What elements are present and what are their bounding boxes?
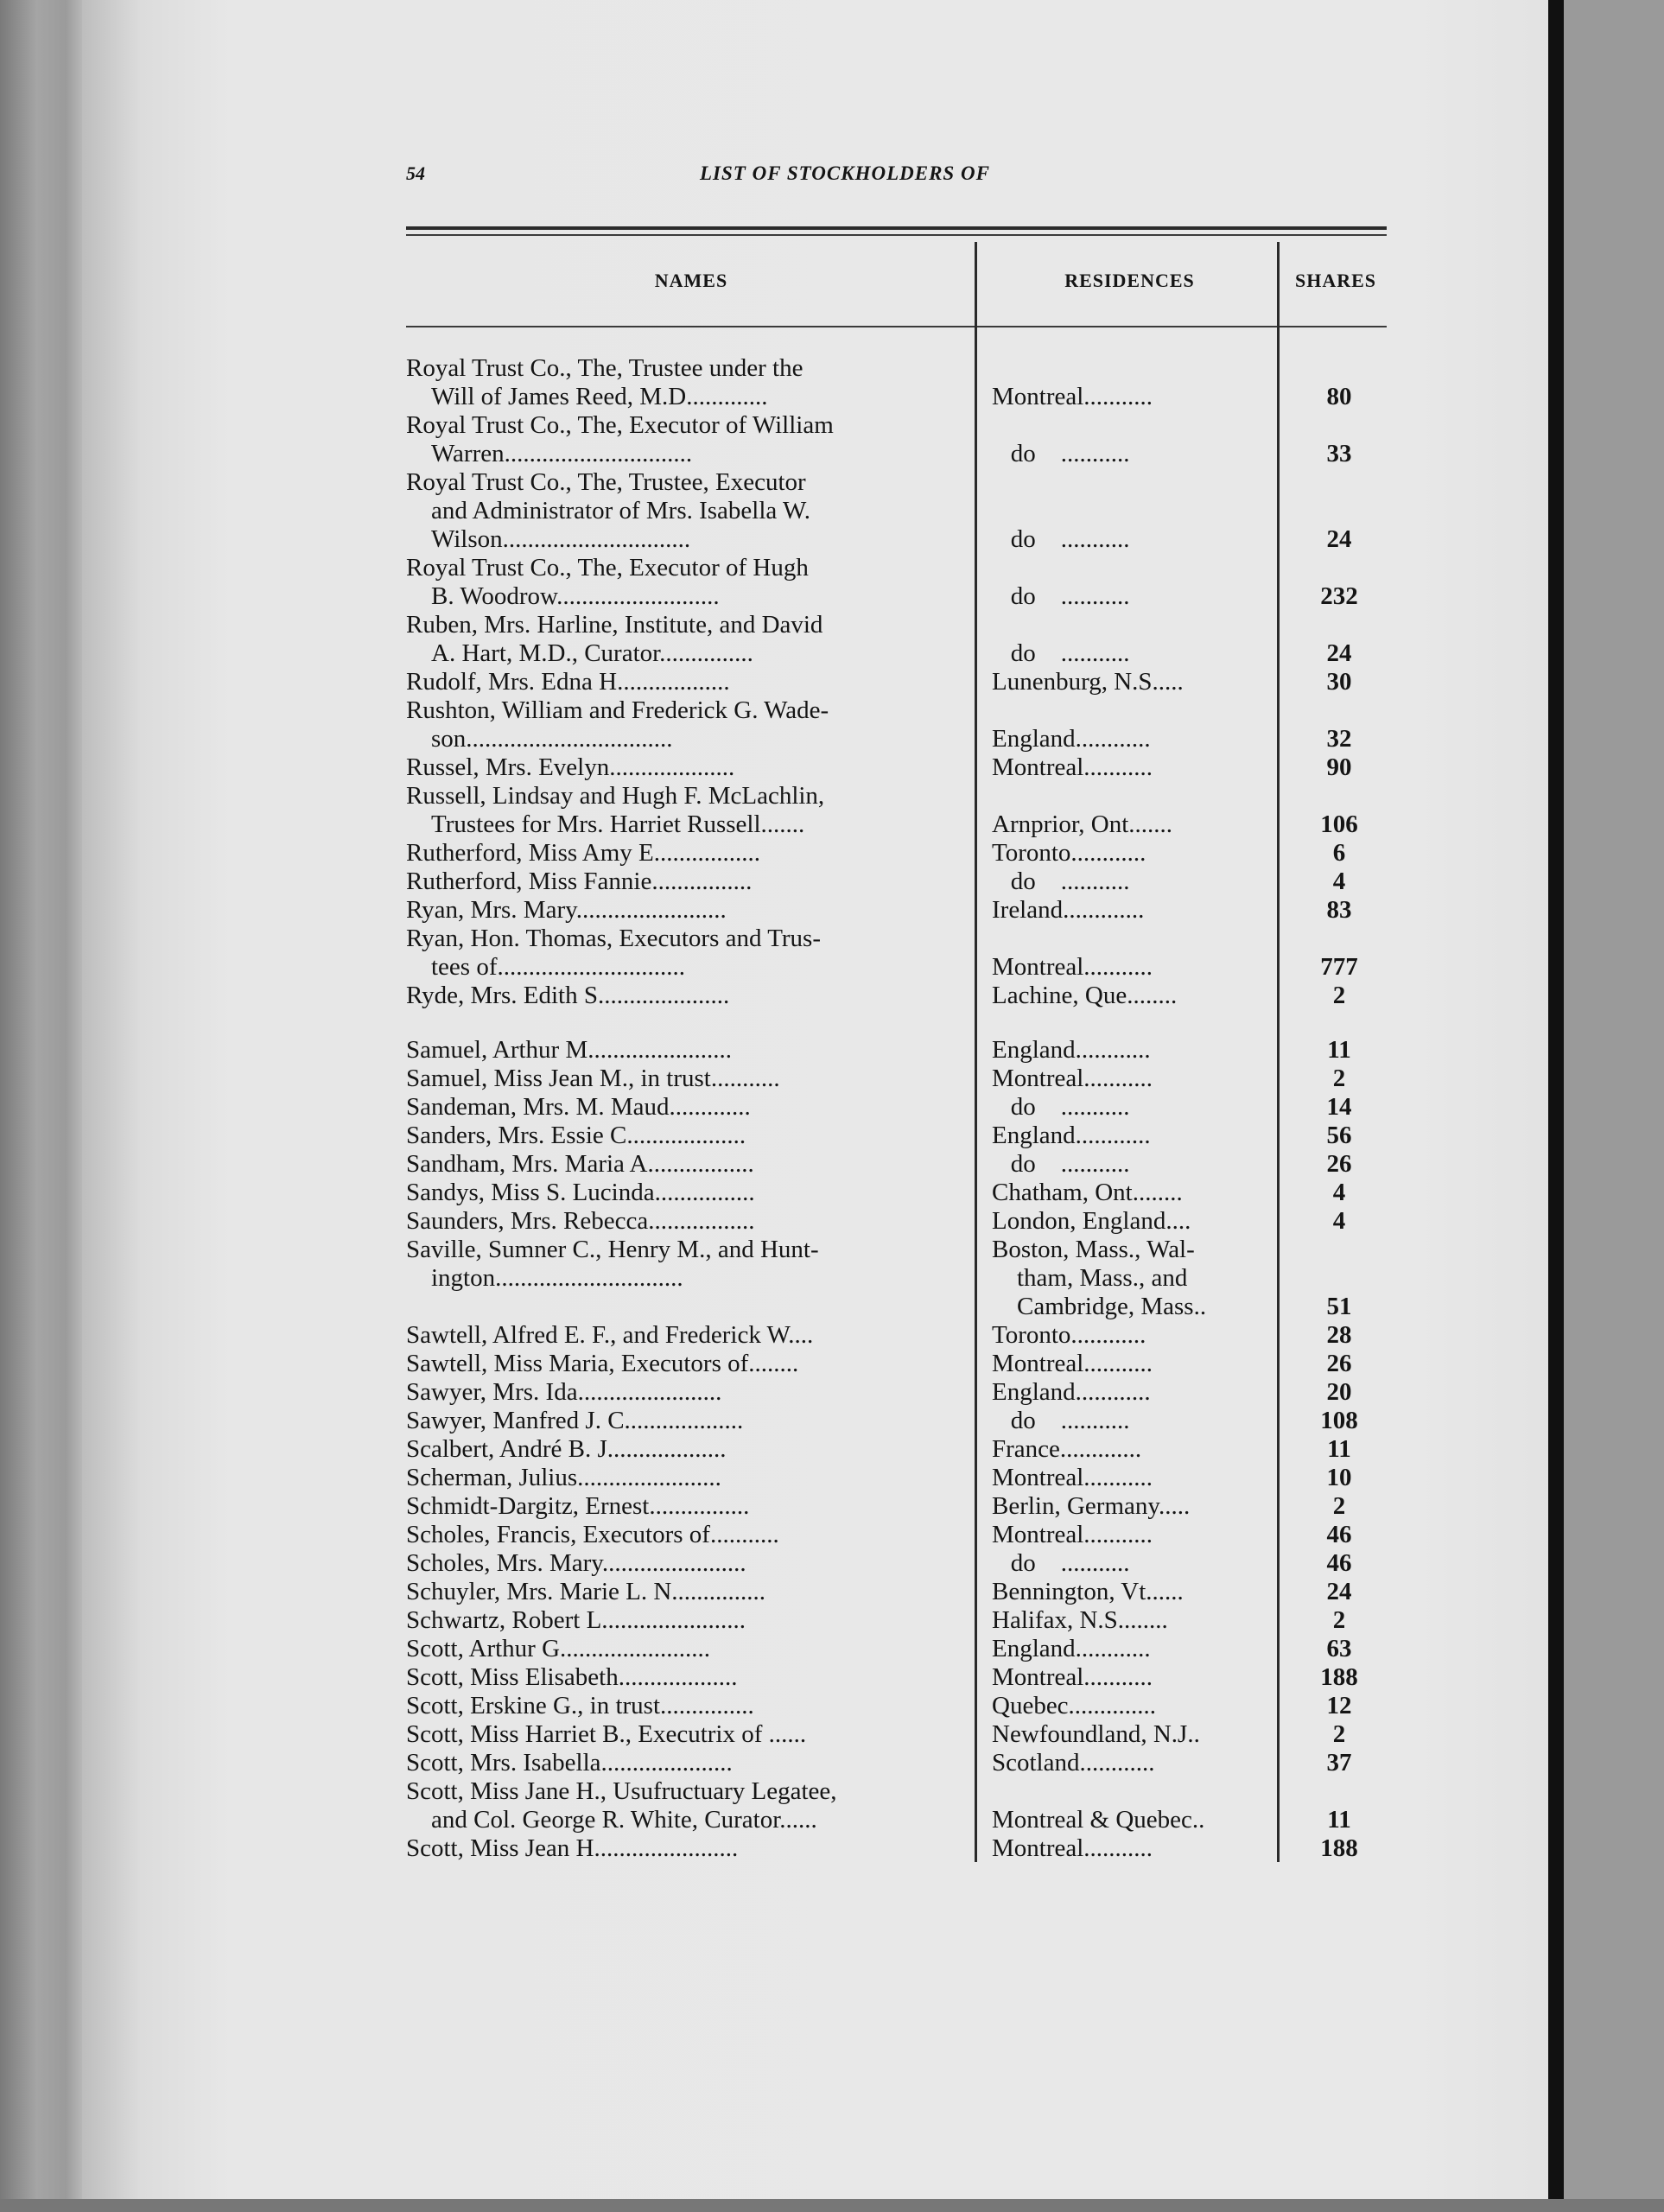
stockholder-residence: Halifax, N.S........ xyxy=(992,1606,1168,1634)
stockholder-residence: Berlin, Germany..... xyxy=(992,1492,1191,1520)
stockholder-residence: England............ xyxy=(992,1378,1151,1406)
stockholder-residence: England............ xyxy=(992,1036,1151,1064)
table-row xyxy=(406,1350,1391,1378)
table-row xyxy=(406,354,1391,411)
stockholder-name: Royal Trust Co., The, Trustee under the Will of James Reed, M.D............. xyxy=(406,354,803,410)
table-row xyxy=(406,696,1391,753)
table-row xyxy=(406,1236,1391,1321)
table-row xyxy=(406,982,1391,1010)
stockholder-name: Ryan, Hon. Thomas, Executors and Trus- tees of.............................. xyxy=(406,925,822,981)
stockholder-shares: 106 xyxy=(1320,810,1358,838)
stockholder-shares: 51 xyxy=(1326,1293,1352,1320)
stockholder-name: Ryan, Mrs. Mary........................ xyxy=(406,896,727,924)
stockholder-shares: 24 xyxy=(1326,1578,1352,1605)
table-row xyxy=(406,1464,1391,1492)
stockholder-name: Scott, Erskine G., in trust............... xyxy=(406,1692,754,1719)
stockholder-shares: 24 xyxy=(1326,639,1352,667)
table-row xyxy=(406,468,1391,554)
table-row xyxy=(406,1663,1391,1692)
stockholder-residence: Newfoundland, N.J.. xyxy=(992,1720,1200,1748)
stockholder-residence: Scotland............ xyxy=(992,1749,1155,1777)
table-row xyxy=(406,1036,1391,1065)
shares-column-header: SHARES xyxy=(1294,270,1377,291)
stockholder-shares: 26 xyxy=(1326,1150,1352,1178)
table-row xyxy=(406,896,1391,925)
stockholder-name: Sanders, Mrs. Essie C................... xyxy=(406,1122,746,1149)
stockholder-name: Russell, Lindsay and Hugh F. McLachlin, Trustees for Mrs. Harriet Russell....... xyxy=(406,782,825,838)
table-row xyxy=(406,1321,1391,1350)
stockholder-shares: 2 xyxy=(1332,1606,1346,1634)
stockholder-name: Schmidt-Dargitz, Ernest................ xyxy=(406,1492,750,1520)
stockholder-residence: England............ xyxy=(992,1122,1151,1149)
stockholder-residence: do ........... xyxy=(992,582,1130,610)
table-row xyxy=(406,411,1391,468)
stockholder-shares: 10 xyxy=(1326,1464,1352,1491)
stockholder-name: Scherman, Julius....................... xyxy=(406,1464,721,1491)
stockholder-shares: 30 xyxy=(1326,668,1352,696)
stockholder-residence: do ........... xyxy=(992,868,1130,895)
stockholder-residence: Montreal........... xyxy=(992,1834,1153,1862)
stockholder-shares: 26 xyxy=(1326,1350,1352,1377)
stockholder-shares: 232 xyxy=(1320,582,1358,610)
stockholder-shares: 11 xyxy=(1327,1036,1351,1064)
stockholder-residence: Quebec.............. xyxy=(992,1692,1157,1719)
stockholder-name: Sawtell, Alfred E. F., and Frederick W.... xyxy=(406,1321,814,1349)
header-rule-thin xyxy=(406,234,1387,236)
stockholder-residence: do ........... xyxy=(992,440,1130,467)
stockholder-shares: 46 xyxy=(1326,1521,1352,1548)
stockholder-residence: France............. xyxy=(992,1435,1142,1463)
stockholder-shares: 2 xyxy=(1332,1492,1346,1520)
scan-bottom-edge xyxy=(0,2199,1664,2212)
table-row xyxy=(406,1834,1391,1863)
stockholder-name: Scott, Mrs. Isabella..................... xyxy=(406,1749,733,1777)
stockholder-shares: 28 xyxy=(1326,1321,1352,1349)
table-row xyxy=(406,1122,1391,1150)
stockholder-shares: 83 xyxy=(1326,896,1352,924)
table-row xyxy=(406,1749,1391,1777)
stockholder-shares: 6 xyxy=(1332,839,1346,867)
stockholder-residence: Boston, Mass., Wal- tham, Mass., and Cambridge, Mass.. xyxy=(992,1236,1207,1320)
stockholder-shares: 32 xyxy=(1326,725,1352,753)
stockholder-shares: 4 xyxy=(1332,868,1346,895)
stockholder-residence: Lachine, Que........ xyxy=(992,982,1178,1009)
stockholder-name: Ruben, Mrs. Harline, Institute, and David A. Hart, M.D., Curator............... xyxy=(406,611,823,667)
stockholder-name: Scholes, Francis, Executors of........... xyxy=(406,1521,779,1548)
stockholder-name: Saville, Sumner C., Henry M., and Hunt- ington.............................. xyxy=(406,1236,819,1292)
stockholder-name: Royal Trust Co., The, Executor of Hugh B. Woodrow.......................... xyxy=(406,554,809,610)
stockholder-shares: 24 xyxy=(1326,525,1352,553)
table-row xyxy=(406,868,1391,896)
table-row xyxy=(406,1378,1391,1407)
table-row xyxy=(406,1407,1391,1435)
stockholder-residence: do ........... xyxy=(992,639,1130,667)
table-row xyxy=(406,1692,1391,1720)
stockholder-shares: 188 xyxy=(1320,1834,1358,1862)
stockholder-name: Ryde, Mrs. Edith S..................... xyxy=(406,982,730,1009)
stockholder-residence: Arnprior, Ont....... xyxy=(992,810,1173,838)
stockholder-residence: do ........... xyxy=(992,1093,1130,1121)
stockholder-name: Scholes, Mrs. Mary....................... xyxy=(406,1549,746,1577)
stockholder-residence: Montreal........... xyxy=(992,1065,1153,1092)
stockholder-shares: 90 xyxy=(1326,753,1352,781)
stockholder-shares: 2 xyxy=(1332,982,1346,1009)
stockholder-residence: do ........... xyxy=(992,525,1130,553)
stockholder-name: Scott, Miss Harriet B., Executrix of ...... xyxy=(406,1720,807,1748)
stockholder-name: Russel, Mrs. Evelyn.................... xyxy=(406,753,735,781)
table-row xyxy=(406,1635,1391,1663)
stockholder-residence: Montreal........... xyxy=(992,753,1153,781)
stockholder-residence: England............ xyxy=(992,725,1151,753)
table-row xyxy=(406,839,1391,868)
stockholder-shares: 11 xyxy=(1327,1806,1351,1834)
table-row xyxy=(406,1065,1391,1093)
stockholder-name: Scott, Miss Jean H....................... xyxy=(406,1834,739,1862)
page-number: 54 xyxy=(406,162,425,184)
stockholder-shares: 2 xyxy=(1332,1065,1346,1092)
table-row xyxy=(406,1207,1391,1236)
stockholder-name: Royal Trust Co., The, Executor of William Warren.............................. xyxy=(406,411,834,467)
stockholder-shares: 188 xyxy=(1320,1663,1358,1691)
page-edge-shadow xyxy=(1548,0,1564,2212)
stockholder-residence: Montreal........... xyxy=(992,1350,1153,1377)
table-row xyxy=(406,1549,1391,1578)
stockholder-residence: do ........... xyxy=(992,1150,1130,1178)
column-header-rule xyxy=(406,326,1387,327)
stockholder-shares: 4 xyxy=(1332,1207,1346,1235)
table-row xyxy=(406,782,1391,839)
stockholder-name: Rushton, William and Frederick G. Wade- son................................. xyxy=(406,696,829,753)
stockholder-shares: 63 xyxy=(1326,1635,1352,1662)
book-spine-edge xyxy=(0,0,82,2212)
stockholder-residence: Ireland............. xyxy=(992,896,1145,924)
page-header xyxy=(406,162,1382,197)
table-row xyxy=(406,753,1391,782)
table-row xyxy=(406,1435,1391,1464)
stockholder-shares: 14 xyxy=(1326,1093,1352,1121)
table-row xyxy=(406,1093,1391,1122)
residences-column-header: RESIDENCES xyxy=(1064,270,1195,291)
table-row xyxy=(406,925,1391,982)
table-row xyxy=(406,1492,1391,1521)
stockholder-name: Rutherford, Miss Amy E................. xyxy=(406,839,761,867)
stockholder-name: Scalbert, André B. J................... xyxy=(406,1435,727,1463)
stockholder-shares: 37 xyxy=(1326,1749,1352,1777)
stockholder-name: Schwartz, Robert L....................... xyxy=(406,1606,746,1634)
names-column-header: NAMES xyxy=(654,270,728,291)
stockholder-residence: Montreal........... xyxy=(992,1521,1153,1548)
stockholder-name: Sawyer, Manfred J. C................... xyxy=(406,1407,744,1434)
stockholder-residence: Toronto............ xyxy=(992,839,1146,867)
table-row xyxy=(406,611,1391,668)
table-row xyxy=(406,1578,1391,1606)
table-row xyxy=(406,1720,1391,1749)
stockholder-name: Samuel, Arthur M....................... xyxy=(406,1036,732,1064)
stockholder-shares: 56 xyxy=(1326,1122,1352,1149)
stockholder-residence: England............ xyxy=(992,1635,1151,1662)
stockholder-shares: 108 xyxy=(1320,1407,1358,1434)
stockholder-residence: Chatham, Ont........ xyxy=(992,1179,1183,1206)
table-row xyxy=(406,1179,1391,1207)
stockholder-residence: Toronto............ xyxy=(992,1321,1146,1349)
stockholder-shares: 46 xyxy=(1326,1549,1352,1577)
stockholder-name: Sawyer, Mrs. Ida....................... xyxy=(406,1378,722,1406)
scan-margin xyxy=(1564,0,1664,2212)
stockholder-residence: Montreal........... xyxy=(992,1464,1153,1491)
stockholder-shares: 2 xyxy=(1332,1720,1346,1748)
stockholder-name: Scott, Miss Elisabeth................... xyxy=(406,1663,738,1691)
stockholder-name: Rudolf, Mrs. Edna H.................. xyxy=(406,668,730,696)
stockholder-name: Scott, Miss Jane H., Usufructuary Legatee, and Col. George R. White, Curator...... xyxy=(406,1777,837,1834)
table-row xyxy=(406,1606,1391,1635)
stockholder-residence: Montreal & Quebec.. xyxy=(992,1806,1205,1834)
stockholder-shares: 12 xyxy=(1326,1692,1352,1719)
stockholder-name: Sawtell, Miss Maria, Executors of........ xyxy=(406,1350,799,1377)
stockholder-residence: London, England.... xyxy=(992,1207,1191,1235)
stockholder-residence: Montreal........... xyxy=(992,953,1153,981)
stockholder-shares: 777 xyxy=(1320,953,1358,981)
stockholder-name: Sandys, Miss S. Lucinda................ xyxy=(406,1179,755,1206)
table-row xyxy=(406,1521,1391,1549)
table-row xyxy=(406,1777,1391,1834)
stockholder-name: Royal Trust Co., The, Trustee, Executor and Administrator of Mrs. Isabella W. Wilson.............................. xyxy=(406,468,810,553)
table-row xyxy=(406,668,1391,696)
header-rule-thick xyxy=(406,226,1387,230)
stockholder-residence: do ........... xyxy=(992,1549,1130,1577)
stockholder-residence: Montreal........... xyxy=(992,383,1153,410)
stockholder-name: Scott, Arthur G........................ xyxy=(406,1635,711,1662)
stockholder-name: Sandham, Mrs. Maria A................. xyxy=(406,1150,754,1178)
stockholder-residence: Bennington, Vt...... xyxy=(992,1578,1184,1605)
table-row xyxy=(406,1150,1391,1179)
stockholder-name: Rutherford, Miss Fannie................ xyxy=(406,868,753,895)
stockholder-residence: Lunenburg, N.S..... xyxy=(992,668,1184,696)
stockholder-name: Samuel, Miss Jean M., in trust........... xyxy=(406,1065,780,1092)
stockholder-residence: do ........... xyxy=(992,1407,1130,1434)
stockholder-shares: 11 xyxy=(1327,1435,1351,1463)
stockholder-shares: 80 xyxy=(1326,383,1352,410)
stockholder-name: Saunders, Mrs. Rebecca................. xyxy=(406,1207,755,1235)
stockholder-residence: Montreal........... xyxy=(992,1663,1153,1691)
table-row xyxy=(406,554,1391,611)
stockholder-shares: 20 xyxy=(1326,1378,1352,1406)
stockholder-name: Schuyler, Mrs. Marie L. N............... xyxy=(406,1578,766,1605)
stockholder-shares: 33 xyxy=(1326,440,1352,467)
stockholder-name: Sandeman, Mrs. M. Maud............. xyxy=(406,1093,751,1121)
running-title: LIST OF STOCKHOLDERS OF xyxy=(700,162,990,184)
stockholder-shares: 4 xyxy=(1332,1179,1346,1206)
